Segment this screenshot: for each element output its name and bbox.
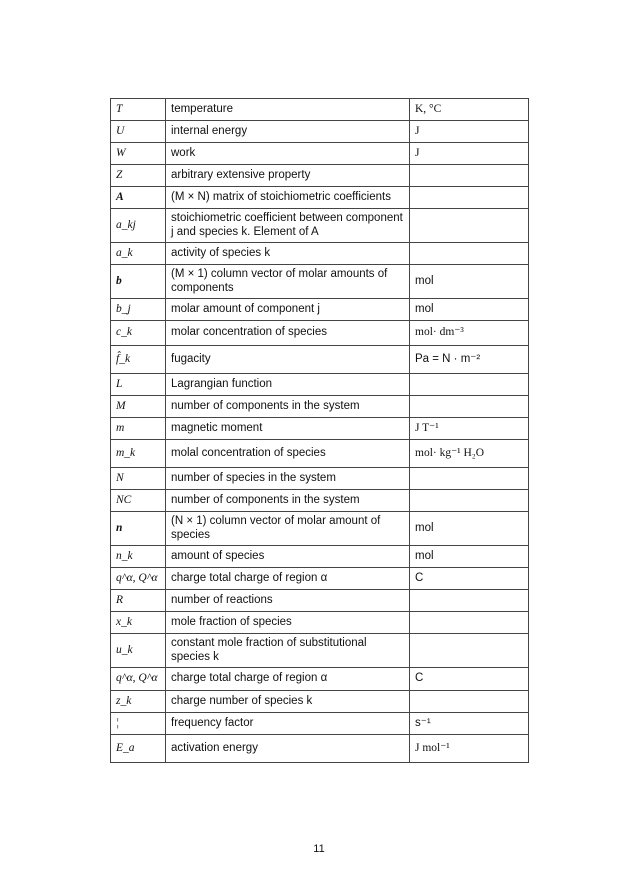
symbol-cell: T (111, 99, 166, 121)
description-cell: work (166, 143, 410, 165)
symbol-cell: a_k (111, 243, 166, 265)
symbol-cell: c_k (111, 321, 166, 346)
description-cell: constant mole fraction of substitutional species k (166, 634, 410, 668)
table-row (111, 143, 529, 165)
description-cell: activity of species k (166, 243, 410, 265)
description-cell: number of components in the system (166, 490, 410, 512)
table-row (111, 713, 529, 735)
symbol-cell: ¦ (111, 713, 166, 735)
table-row (111, 440, 529, 468)
unit-cell (410, 612, 529, 634)
description-cell: amount of species (166, 546, 410, 568)
unit-cell (410, 374, 529, 396)
symbol-cell: Z (111, 165, 166, 187)
unit-cell (410, 468, 529, 490)
symbol-cell: q^α, Q^α (111, 568, 166, 590)
description-cell: molar amount of component j (166, 299, 410, 321)
unit-cell: mol· kg⁻¹ H₂O (410, 440, 529, 468)
unit-cell (410, 243, 529, 265)
description-cell: (M × 1) column vector of molar amounts of components (166, 265, 410, 299)
description-cell: number of reactions (166, 590, 410, 612)
table-row (111, 568, 529, 590)
unit-cell (410, 396, 529, 418)
unit-cell: J T⁻¹ (410, 418, 529, 440)
unit-cell: Pa = N · m⁻² (410, 346, 529, 374)
description-cell: stoichiometric coefficient between component j and species k. Element of A (166, 209, 410, 243)
symbol-cell: W (111, 143, 166, 165)
symbol-cell: m_k (111, 440, 166, 468)
symbol-cell: M (111, 396, 166, 418)
unit-cell (410, 691, 529, 713)
table-row (111, 468, 529, 490)
table-row (111, 668, 529, 691)
description-cell: arbitrary extensive property (166, 165, 410, 187)
unit-cell (410, 634, 529, 668)
table-row (111, 321, 529, 346)
symbol-cell: b_j (111, 299, 166, 321)
table-row (111, 418, 529, 440)
unit-cell: J (410, 121, 529, 143)
description-cell: (N × 1) column vector of molar amount of species (166, 512, 410, 546)
table-row (111, 243, 529, 265)
symbol-cell: a_kj (111, 209, 166, 243)
description-cell: magnetic moment (166, 418, 410, 440)
symbol-cell: R (111, 590, 166, 612)
unit-cell (410, 590, 529, 612)
unit-cell: J (410, 143, 529, 165)
description-cell: molar concentration of species (166, 321, 410, 346)
description-cell: molal concentration of species (166, 440, 410, 468)
unit-cell: mol (410, 265, 529, 299)
description-cell: internal energy (166, 121, 410, 143)
symbol-cell: E_a (111, 735, 166, 763)
table-row (111, 512, 529, 546)
symbol-cell: b (111, 265, 166, 299)
table-row (111, 490, 529, 512)
symbol-cell: N (111, 468, 166, 490)
unit-cell: mol (410, 546, 529, 568)
table-row (111, 396, 529, 418)
table-row (111, 299, 529, 321)
unit-cell: mol (410, 512, 529, 546)
table-row (111, 209, 529, 243)
description-cell: charge total charge of region α (166, 568, 410, 590)
nomenclature-table (110, 98, 529, 763)
symbol-cell: m (111, 418, 166, 440)
symbol-cell: f̂_k (111, 346, 166, 374)
symbol-cell: x_k (111, 612, 166, 634)
description-cell: Lagrangian function (166, 374, 410, 396)
table-row (111, 346, 529, 374)
table-row (111, 691, 529, 713)
description-cell: (M × N) matrix of stoichiometric coefficients (166, 187, 410, 209)
table-row (111, 590, 529, 612)
table-row (111, 165, 529, 187)
symbol-cell: q^α, Q^α (111, 668, 166, 691)
symbol-cell: u_k (111, 634, 166, 668)
description-cell: charge number of species k (166, 691, 410, 713)
description-cell: charge total charge of region α (166, 668, 410, 691)
table-row (111, 187, 529, 209)
description-cell: number of components in the system (166, 396, 410, 418)
description-cell: frequency factor (166, 713, 410, 735)
symbol-cell: z_k (111, 691, 166, 713)
unit-cell: mol (410, 299, 529, 321)
symbol-cell: A (111, 187, 166, 209)
description-cell: mole fraction of species (166, 612, 410, 634)
unit-cell (410, 490, 529, 512)
symbol-cell: NC (111, 490, 166, 512)
unit-cell: C (410, 568, 529, 590)
unit-cell (410, 165, 529, 187)
symbol-cell: U (111, 121, 166, 143)
nomenclature-table-body (111, 99, 529, 763)
table-row (111, 374, 529, 396)
unit-cell: mol· dm⁻³ (410, 321, 529, 346)
symbol-cell: n_k (111, 546, 166, 568)
table-row (111, 634, 529, 668)
description-cell: fugacity (166, 346, 410, 374)
unit-cell: C (410, 668, 529, 691)
description-cell: activation energy (166, 735, 410, 763)
description-cell: temperature (166, 99, 410, 121)
table-row (111, 99, 529, 121)
description-cell: number of species in the system (166, 468, 410, 490)
table-row (111, 546, 529, 568)
unit-cell: K, °C (410, 99, 529, 121)
table-row (111, 121, 529, 143)
table-row (111, 612, 529, 634)
table-row (111, 735, 529, 763)
symbol-cell: n (111, 512, 166, 546)
unit-cell (410, 209, 529, 243)
symbol-cell: L (111, 374, 166, 396)
unit-cell: s⁻¹ (410, 713, 529, 735)
unit-cell (410, 187, 529, 209)
unit-cell: J mol⁻¹ (410, 735, 529, 763)
table-row (111, 265, 529, 299)
page-number: 11 (313, 843, 325, 855)
